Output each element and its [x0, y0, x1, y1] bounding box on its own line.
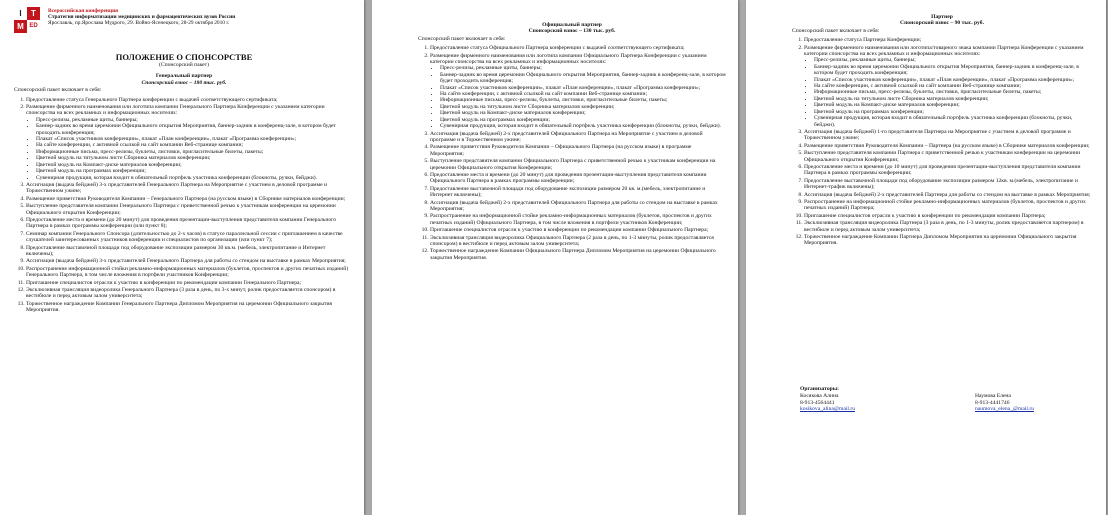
carrier-item: • Пресс-релизы, рекламные щиты, баннеры;: [814, 57, 1092, 63]
package-item: 7. Предоставление выставочной площади под оборудование экспозиции размером 12кв. м.(мебель, электропитание и Интернет-трафик включены);: [804, 178, 1092, 191]
logo-letter: ED: [27, 20, 40, 33]
carrier-item: • Цветной модуль на титульном листе Сборника материалов конференции;: [814, 96, 1092, 102]
header-line-1: Всероссийская конференция: [48, 8, 119, 14]
package-item: 3. Ассигнация (выдача бейджей) 1-го представителя Партнера на Мероприятие с участием в деловой программе и Торжественном ужине;: [804, 129, 1092, 142]
carrier-item: • Цветной модуль на программах конференции;: [814, 109, 1092, 115]
package-item-text: Размещение фирменного наименования или логотипа компании Генерального Партнера Конференции с указанием категории спонсорства на всех рекламных и информационных носителях:: [26, 104, 325, 117]
package-item: 6. Предоставление места и времени (до 20 минут) для проведения презентации-выступления представителя компании Генерального Партнера в рамках программы конференции (или пункт 8);: [26, 217, 354, 230]
carrier-item: • Баннер-задник во время церемонии Официального открытия Мероприятия, баннер-задник в конференц-зале, в котором будет проходить конференция;: [440, 72, 726, 85]
carrier-item: • Информационные письма, пресс-релизы, буклеты, листовки, пригласительные билеты, пакеты;: [36, 149, 354, 155]
page-1-body: [14, 52, 354, 315]
organizer-contact: [800, 393, 855, 413]
package-item: 6. Предоставление места и времени (до 20 минут) для проведения презентации-выступления представителя компании Официального Партнера в рамках программы конференции;: [430, 172, 726, 185]
organizer-email-link[interactable]: kosikova_alina@mail.ru: [800, 406, 856, 413]
package-items-list: [792, 37, 1092, 247]
package-item: 4. Размещение приветствия Руководителя Компании – Генерального Партнера (на русском языке) в Сборнике материалов конференции;: [26, 196, 354, 202]
package-item: 3. Ассигнация (выдача бейджей) 3-х представителей Генерального Партнера на Мероприятие с участием в деловой программе и Торжественном ужине;: [26, 182, 354, 195]
package-title: Официальный партнер: [542, 22, 602, 28]
package-item: 5. Выступление представителя компании Генерального Партнера с приветственной речью к участникам конференции на церемонии Официального открытия Конференции;: [26, 203, 354, 216]
organizers-label: Организаторы:: [800, 386, 839, 392]
carrier-item: • Цветной модуль на Компакт-диске материалов конференции;: [36, 162, 354, 168]
package-intro: Спонсорский пакет включает в себя:: [418, 35, 506, 42]
document-page-1: [0, 0, 364, 515]
carriers-list: [804, 57, 1092, 127]
logo-letter: T: [27, 7, 40, 20]
package-item: 11. Приглашение специалистов отрасли к участию в конференции по рекомендации компании Генерального Партнера;: [26, 280, 354, 286]
carrier-item: • Цветной модуль на титульном листе Сборника материалов конференции;: [36, 155, 354, 161]
carrier-item: • На сайте конференции, с активной ссылкой на сайт компании Веб-странице компании;: [440, 91, 726, 97]
organizer-name: Наумова Елена: [975, 392, 1011, 399]
organizer-phone: 8-913-4564441: [800, 399, 835, 406]
carrier-item: • Информационные письма, пресс-релизы, буклеты, листовки, пригласительные билеты, пакеты;: [814, 89, 1092, 95]
package-item: 4. Размещение приветствия Руководителя Компании – Партнера (на русском языке) в Сборнике материалов конференции;: [804, 143, 1092, 149]
package-item: 8. Предоставление выставочной площади под оборудование экспозиции размером 30 кв.м. (мебель, электропитание и Интернет включены);: [26, 245, 354, 258]
carrier-item: • Сувенирная продукция, которая входит в обязательный портфель участника конференции (блокноты, ручки, бейджи).: [814, 115, 1092, 128]
organizers-contacts: [800, 393, 1070, 413]
package-item: 11. Эксклюзивная трансляция видеоролика Официального Партнера (2 раза в день, по 1-3 минуты, ролик предоставляется спонсором) в вестибюле и перед актовым залом университета;: [430, 235, 726, 248]
carrier-item: • Пресс-релизы, рекламные щиты, баннеры;: [36, 117, 354, 123]
package-intro: Спонсорский пакет включает в себя:: [14, 87, 102, 94]
organizer-email-link[interactable]: naumova_elena_@mail.ru: [975, 406, 1035, 413]
carrier-item: • Плакат «Список участников конференции», плакат «План конференции», плакат «Программа конференции»;: [440, 85, 726, 91]
package-item: 9. Распространение на информационной стойке рекламно-информационных материалов (буклетов, проспектов и других печатных изданий) Официального Партнера, в том числе вложения в портфели участников Конференции;: [430, 213, 726, 226]
logo-letter: I: [14, 7, 27, 20]
package-item: 10. Распространение информационной стойки рекламно-информационных материалов (буклетов, проспектов и других печатных изданий) Генерального Партнера, в том числе вложения в портфели участников Конференции;: [26, 266, 354, 279]
package-item: 8. Ассигнация (выдача бейджей) 2-х представителей Официального Партнера для работы со стендом на выставке в рамках Мероприятия;: [430, 200, 726, 213]
package-item: [430, 53, 726, 130]
carriers-list: [26, 117, 354, 181]
package-intro: Спонсорский пакет включает в себя:: [792, 27, 880, 34]
carrier-item: • Сувенирная продукция, которая входит в обязательный портфель участника конференции (блокноты, ручки, бейджи).: [440, 123, 726, 129]
package-item: 5. Выступление представителя компании Партнера с приветственной речью к участникам конференции на церемонии Официального открытия Конференции;: [804, 150, 1092, 163]
package-item: 10. Приглашение специалистов отрасли к участию в конференции по рекомендации компании Партнера;: [804, 213, 1092, 219]
document-page-3: [746, 0, 1106, 515]
carrier-item: • Плакат «Список участников конференции», плакат «План конференции», плакат «Программа конференции»;: [36, 136, 354, 142]
package-title: Генеральный партнер: [155, 73, 213, 80]
package-item: 9. Распространение на информационной стойке рекламно-информационных материалов (буклетов, проспектов и других печатных изданий) Партнера;: [804, 199, 1092, 212]
package-item: 9. Ассигнация (выдача бейджей) 3-х представителей Генерального Партнера для работы со стендом на выставке в рамках Мероприятия;: [26, 258, 354, 264]
package-item: 1. Предоставление статуса Официального Партнера конференции с выдачей соответствующего сертификата;: [430, 45, 726, 51]
carrier-item: • Баннер-задник во время церемонии Официального открытия Мероприятия, баннер-задник в конференц-зале, в котором будет проходить конференция;: [814, 64, 1092, 77]
organizer-phone: 8-913-4441746: [975, 399, 1010, 406]
package-item: 12. Торжественное награждение Компании Партнера Дипломом Мероприятия на церемонии Официального закрытия Мероприятия.: [804, 234, 1092, 247]
package-item: 13. Торжественное награждение Компании Генерального Партнера Дипломом Мероприятия на церемонии Официального закрытия Мероприятия.: [26, 301, 354, 314]
package-item: 6. Предоставление места и времени (до 10 минут) для проведения презентации-выступления представителя компании Партнера в рамках программы конференции;: [804, 164, 1092, 177]
itmed-logo: [14, 7, 40, 33]
carrier-item: • Информационные письма, пресс-релизы, буклеты, листовки, пригласительные билеты, пакеты;: [440, 97, 726, 103]
package-item: 1. Предоставление статуса Генерального Партнера конференции с выдачей соответствующего сертификата;: [26, 97, 354, 103]
organizer-name: Косякова Алина: [800, 392, 839, 399]
package-item: [26, 104, 354, 181]
package-price: Спонсорский взнос – 130 тыс. руб.: [528, 28, 616, 35]
document-page-2: [372, 0, 738, 515]
organizers-block: [800, 386, 1070, 413]
carrier-item: • Цветной модуль на Компакт-диске материалов конференции;: [814, 102, 1092, 108]
package-price: Спонсорский взнос – 90 тыс. руб.: [900, 20, 984, 27]
document-subtitle: (Спонсорский пакет): [159, 62, 209, 68]
package-item-text: Размещение фирменного наименования или логотипа компании Официального Партнера Конференции с указанием категории спонсорства на всех рекламных и информационных носителях:: [430, 52, 707, 66]
package-item: 12. Эксклюзивная трансляция видеоролика Генерального Партнера (3 раза в день, по 3-х минут, ролик предоставляется спонсором) в вестибюле и перед актовым залом университета;: [26, 287, 354, 300]
package-item: 7. Семинар компании Генерального Спонсора (длительностью до 2-х часов) в статусе параллельной сессии с приглашением в качестве слушателей заинтересованных участников конференции и специалистов по организации (или пункт 7);: [26, 231, 354, 244]
carrier-item: • Плакат «Список участников конференции», плакат «План конференции», плакат «Программа конференции»;: [814, 77, 1092, 83]
package-item: 7. Предоставление выставочной площади под оборудование экспозиции размером 20 кв. м.(мебель, электропитание и Интернет включены);: [430, 186, 726, 199]
carrier-item: • Цветной модуль на титульном листе Сборника материалов конференции;: [440, 104, 726, 110]
carrier-item: • Цветной модуль на программах конференции;: [36, 168, 354, 174]
carriers-list: [430, 65, 726, 129]
package-items-list: [14, 97, 354, 314]
package-item: 4. Размещение приветствия Руководителя Компании – Официального Партнера (на русском языке) в программе Мероприятия;: [430, 144, 726, 157]
package-item: 1. Предоставление статуса Партнера Конференции;: [804, 37, 1092, 43]
package-price: Спонсорский взнос – 180 тыс. руб.: [141, 79, 227, 86]
package-items-list: [418, 45, 726, 261]
package-item: 10. Приглашение специалистов отрасли к участию в конференции по рекомендации компании Официального Партнера;: [430, 227, 726, 233]
header-line-2: Стратегия информатизации медицинских и фармацевтических вузов России: [48, 14, 236, 21]
carrier-item: • Цветной модуль на программах конференции;: [440, 117, 726, 123]
document-title: ПОЛОЖЕНИЕ О СПОНСОРСТВЕ: [115, 52, 253, 62]
package-item: 8. Ассигнация (выдача бейджей) 2-х представителей Партнера для работы со стендом на выставке в рамках Мероприятия;: [804, 192, 1092, 198]
carrier-item: • Пресс-релизы, рекламные щиты, баннеры;: [440, 65, 726, 71]
package-title: Партнер: [931, 14, 953, 20]
logo-letter: M: [14, 20, 27, 33]
carrier-item: • Баннер-задник во время церемонии Официального открытия Мероприятия, баннер-задник в конференц-зале, в котором будет проходить конференция;: [36, 123, 354, 136]
package-item-text: Размещение фирменного наименования или логотипа/товарного знака компании Партнера Конференции с указанием категории спонсорства на всех рекламных и информационных носителях:: [804, 44, 1084, 58]
package-item: 5. Выступление представителя компании Официального Партнера с приветственной речью к участникам конференции на церемонии Официального открытия Конференции;: [430, 158, 726, 171]
header-line-3: Ярославль, пр.Ярослава Мудрого, 29. Войно-Ясенецкого, 28-29 октября 2010 г.: [48, 20, 230, 27]
carrier-item: • Цветной модуль на Компакт-диске материалов конференции;: [440, 110, 726, 116]
carrier-item: • На сайте конференции, с активной ссылкой на сайт компании Веб-странице компании;: [814, 83, 1092, 89]
carrier-item: • Сувенирная продукция, которая входит в обязательный портфель участника конференции (блокноты, ручки, бейджи).: [36, 175, 354, 181]
package-item: 12. Торжественное награждение Компании Официального Партнера Дипломом Мероприятия на церемонии Официального закрытия Мероприятия.: [430, 248, 726, 261]
package-item: 3. Ассигнация (выдача бейджей) 2-х представителей Официального Партнера на Мероприятие с участием в деловой программе и в Торжественном ужине;: [430, 131, 726, 144]
package-item: [804, 45, 1092, 128]
conference-header: [48, 8, 348, 27]
organizer-contact: [975, 393, 1070, 413]
carrier-item: • На сайте конференции, с активной ссылкой на сайт компании Веб-странице компании;: [36, 142, 354, 148]
package-item: 11. Эксклюзивная трансляция видеоролика Партнера (3 раза в день, по 1-3 минуты, ролик предоставляется партнером) в вестибюле и перед актовым залом университета;: [804, 220, 1092, 233]
